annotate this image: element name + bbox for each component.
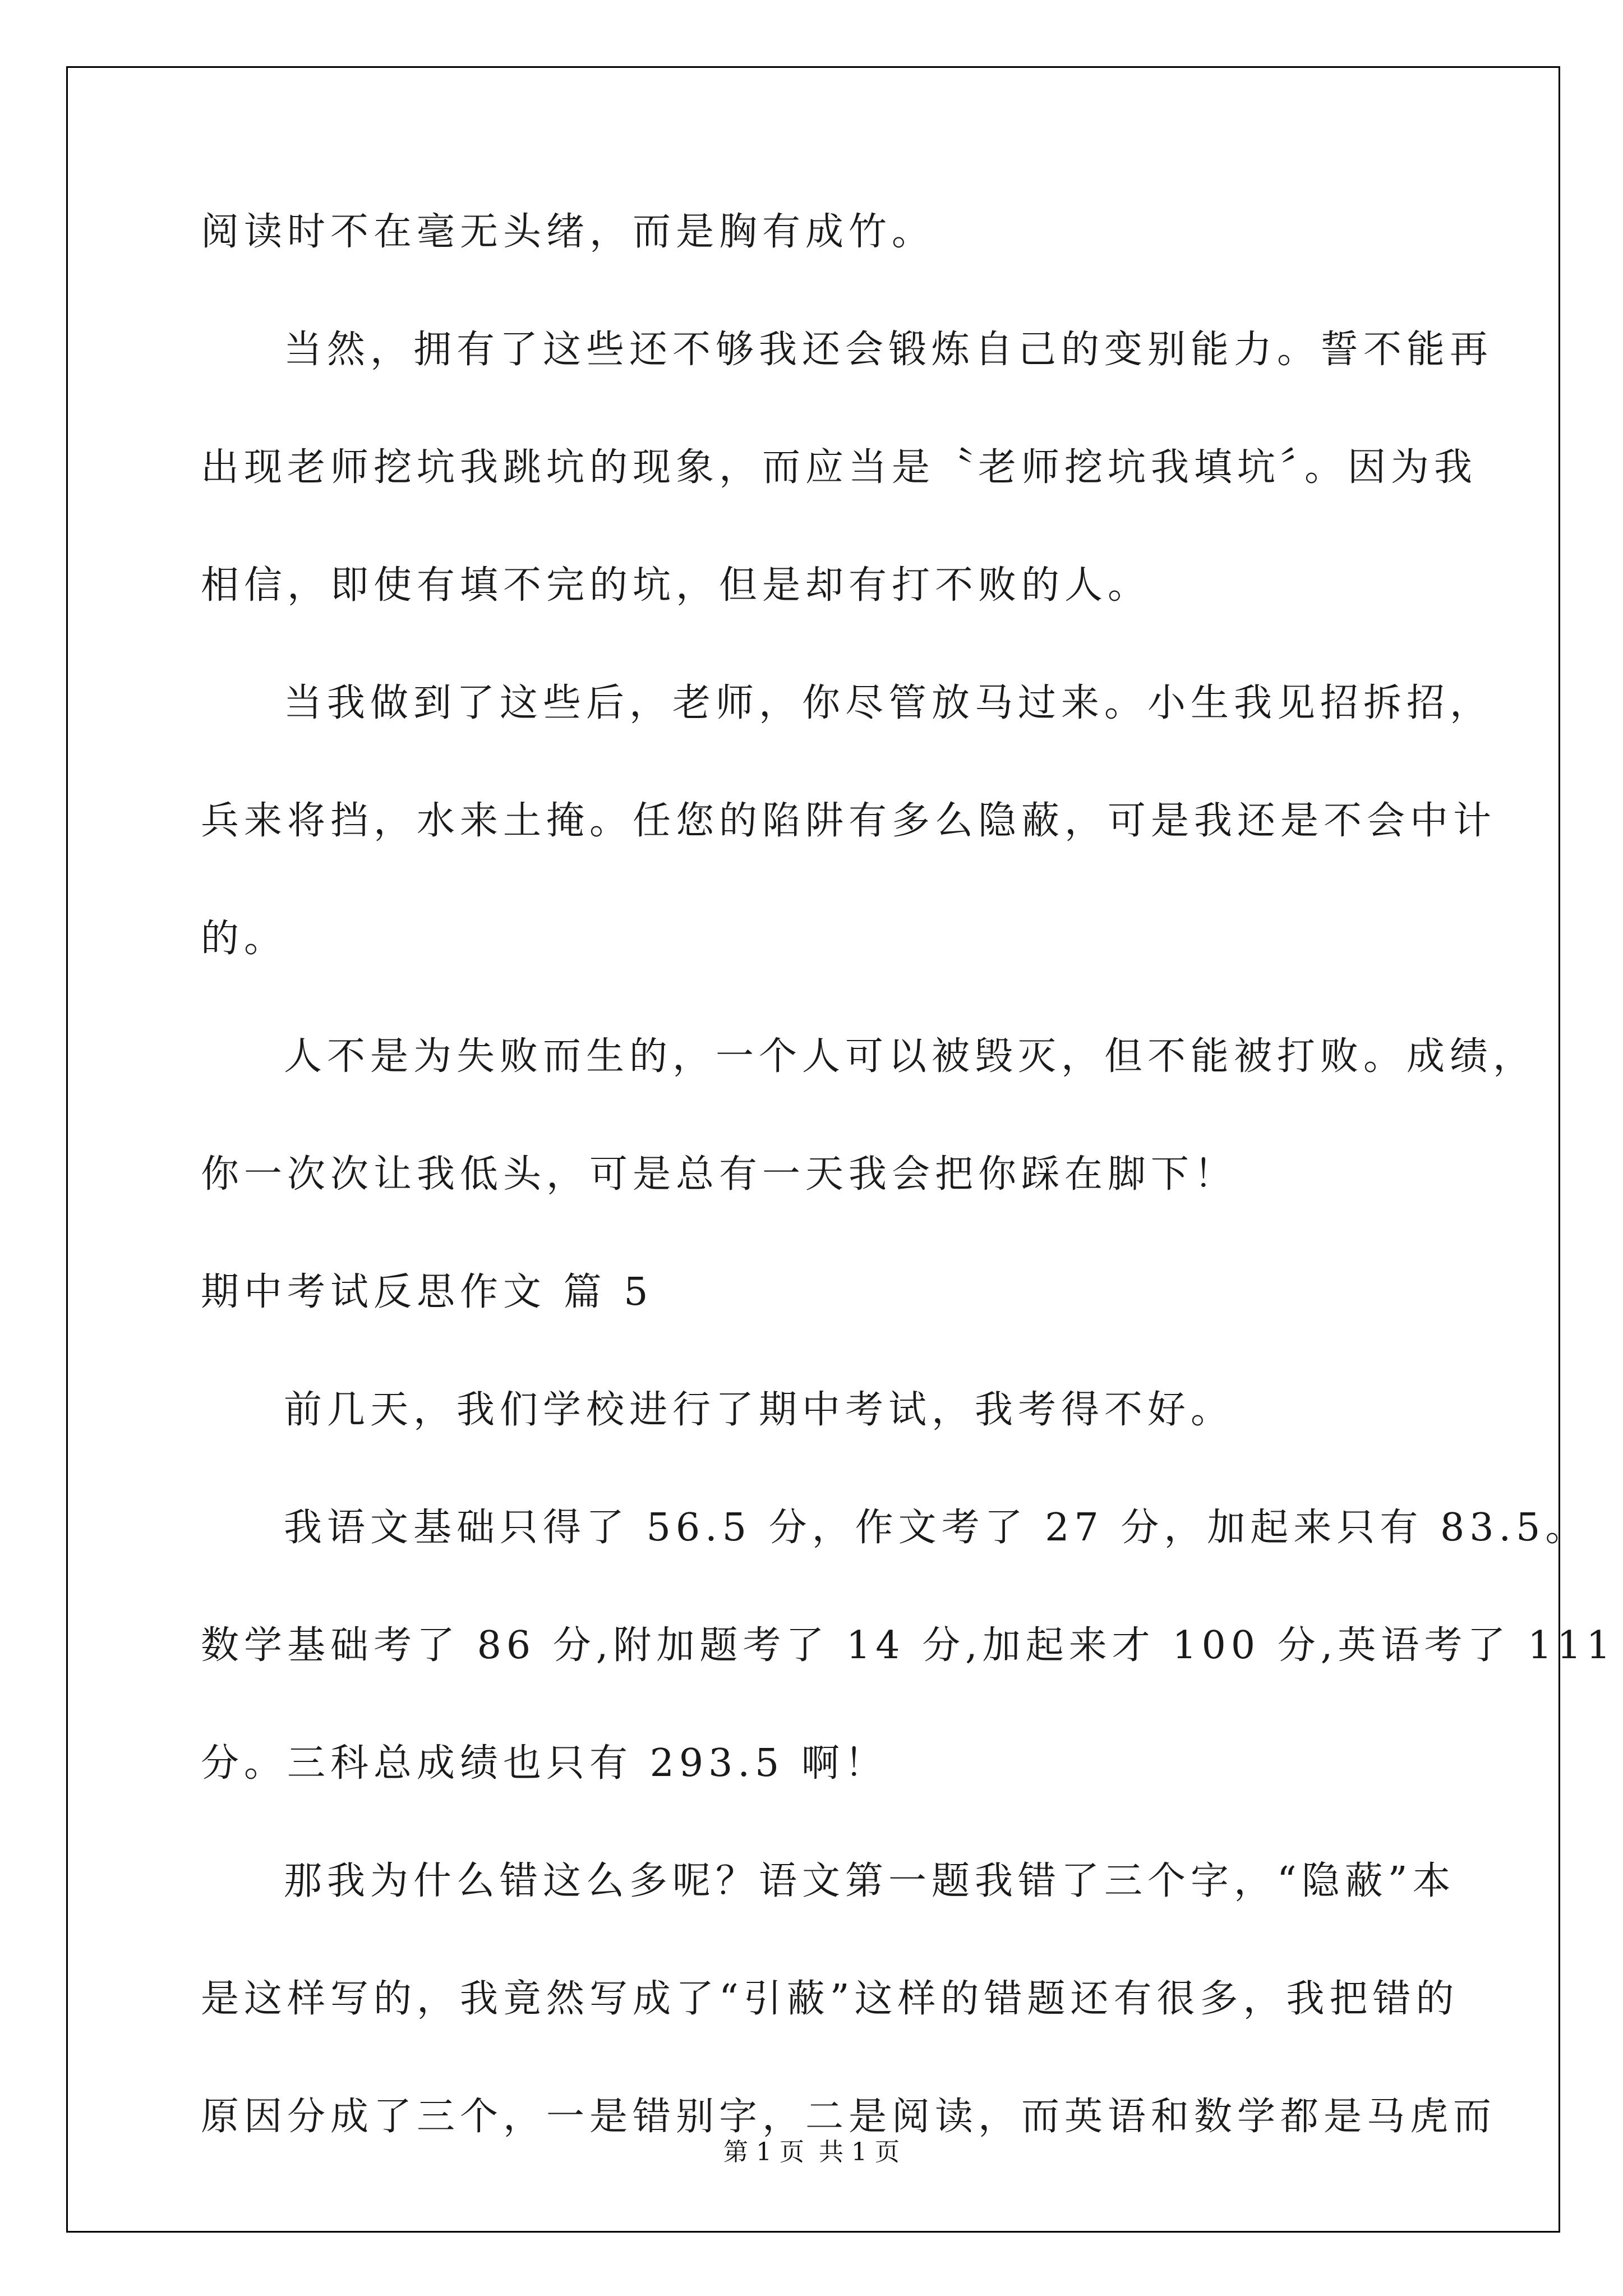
text-line: 你一次次让我低头，可是总有一天我会把你踩在脚下！ <box>201 1152 1238 1197</box>
text-line: 兵来将挡，水来土掩。任您的陷阱有多么隐蔽，可是我还是不会中计 <box>201 799 1497 843</box>
text-line: 相信，即使有填不完的坑，但是却有打不败的人。 <box>201 563 1151 608</box>
text-line: 阅读时不在毫无头绪，而是胸有成竹。 <box>201 210 935 254</box>
paragraph-line: 当然，拥有了这些还不够我还会锻炼自己的变别能力。誓不能再 <box>284 328 1493 372</box>
text-line: 分。三科总成绩也只有 293.5 啊！ <box>201 1741 888 1786</box>
text-line: 数学基础考了 86 分,附加题考了 14 分,加起来才 100 分,英语考了 111 <box>201 1623 1616 1668</box>
page-number: 第 1 页 <box>723 2138 804 2166</box>
text-line: 的。 <box>201 917 288 961</box>
page-border <box>66 66 1560 2233</box>
paragraph-line: 人不是为失败而生的，一个人可以被毁灭，但不能被打败。成绩， <box>284 1034 1537 1079</box>
text-line: 原因分成了三个，一是错别字，二是阅读，而英语和数学都是马虎而 <box>201 2095 1497 2139</box>
page-footer <box>0 2132 1623 2168</box>
paragraph-line: 前几天，我们学校进行了期中考试，我考得不好。 <box>284 1388 1234 1432</box>
paragraph-line: 那我为什么错这么多呢？语文第一题我错了三个字，“隐蔽”本 <box>284 1859 1456 1903</box>
paragraph-line: 当我做到了这些后，老师，你尽管放马过来。小生我见招拆招， <box>284 681 1493 725</box>
text-line: 出现老师挖坑我跳坑的现象，而应当是〝老师挖坑我填坑〞。因为我 <box>201 445 1478 490</box>
text-line: 是这样写的，我竟然写成了“引蔽”这样的错题还有很多，我把错的 <box>201 1977 1459 2021</box>
page-total: 共 1 页 <box>819 2138 900 2166</box>
section-heading: 期中考试反思作文 篇 5 <box>201 1270 653 1314</box>
paragraph-line: 我语文基础只得了 56.5 分，作文考了 27 分，加起来只有 83.5。 <box>284 1506 1589 1550</box>
